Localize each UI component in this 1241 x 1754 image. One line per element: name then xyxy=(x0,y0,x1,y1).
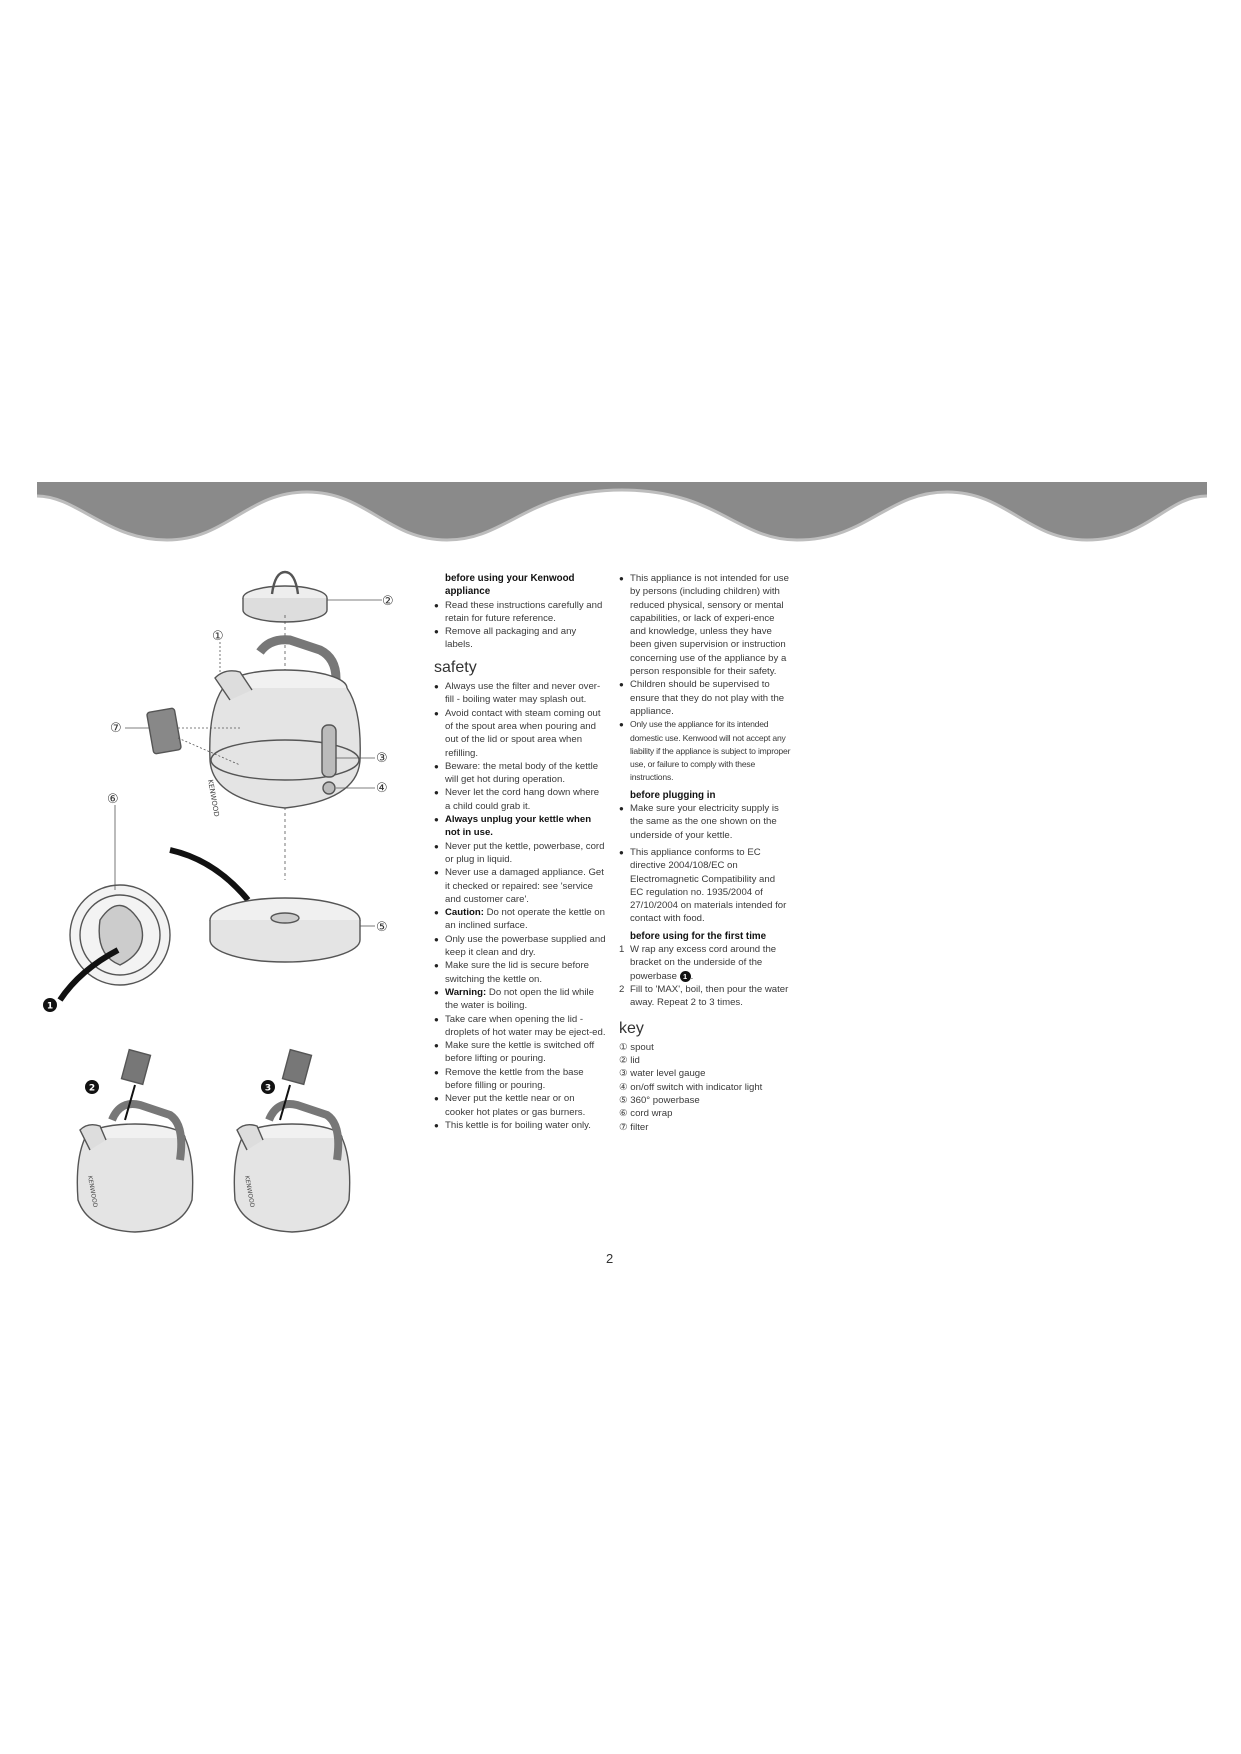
key-list xyxy=(619,1041,791,1134)
kettle-illustration xyxy=(40,560,420,1240)
list-item: ● Never put the kettle, powerbase, cord or plug in liquid. xyxy=(434,840,606,867)
key-item: ⑥ cord wrap xyxy=(619,1108,673,1120)
callout-water-gauge: ③ xyxy=(376,751,388,766)
list-item: ● Warning: Do not open the lid while the water is boiling. xyxy=(434,986,606,1013)
safety-list xyxy=(434,680,606,1132)
list-item: ● Read these instructions carefully and retain for future reference. xyxy=(434,599,606,626)
list-item: ● Remove all packaging and any labels. xyxy=(434,625,606,652)
intro-heading: before using your Kenwood appliance xyxy=(445,573,575,598)
key-heading: key xyxy=(619,1019,644,1037)
step-marker-icon: 1 xyxy=(680,971,691,982)
list-item: ● This appliance is not intended for use by persons (including children) with reduced physical, sensory or mental capabilities, or lack of experi-ence and knowledge, unless they have been given supervision or instruction concerning use of the appliance by a person responsible for their safety. xyxy=(619,572,791,678)
list-item: ● Always unplug your kettle when not in use. xyxy=(434,813,606,840)
page-number: 2 xyxy=(606,1251,614,1266)
brand-mark: KENWOOD xyxy=(243,1175,256,1209)
safety-heading: safety xyxy=(434,658,477,676)
callout-cord-wrap: ⑥ xyxy=(107,792,119,807)
list-item: ● This appliance conforms to EC directive 2004/108/EC on Electromagnetic Compatibility and EC regulation no. 1935/2004 of 27/10/2004 on materials intended for contact with food. xyxy=(619,846,791,926)
step-marker-3: 3 xyxy=(264,1083,272,1094)
key-item: ⑦ filter xyxy=(619,1121,649,1133)
list-item: ● Avoid contact with steam coming out of the spout area when pouring and out of the lid or spout area when refilling. xyxy=(434,707,606,760)
list-item: ● Make sure the kettle is switched off before lifting or pouring. xyxy=(434,1039,606,1066)
list-item: ● Only use the powerbase supplied and keep it clean and dry. xyxy=(434,933,606,960)
key-item: ③ water level gauge xyxy=(619,1068,706,1080)
list-item: ● Remove the kettle from the base before filling or pouring. xyxy=(434,1066,606,1093)
list-item: ● Caution: Do not operate the kettle on an inclined surface. xyxy=(434,906,606,933)
brand-mark: KENWOOD xyxy=(206,778,221,818)
text-column-1 xyxy=(434,572,606,1132)
list-item: ● Make sure the lid is secure before switching the kettle on. xyxy=(434,959,606,986)
list-item: ● Beware: the metal body of the kettle will get hot during operation. xyxy=(434,760,606,787)
step-item: 2 Fill to 'MAX', boil, then pour the water away. Repeat 2 to 3 times. xyxy=(619,983,789,1009)
list-item: ● Never let the cord hang down where a child could grab it. xyxy=(434,786,606,813)
list-item: ● Take care when opening the lid - droplets of hot water may be eject-ed. xyxy=(434,1013,606,1040)
page-title: English xyxy=(581,497,660,519)
list-item: ● Children should be supervised to ensure that they do not play with the appliance. xyxy=(619,678,791,718)
list-item: ● Never put the kettle near or on cooker hot plates or gas burners. xyxy=(434,1092,606,1119)
callout-powerbase: ⑤ xyxy=(376,920,388,935)
step-marker-1: 1 xyxy=(46,1001,54,1012)
plugging-heading: before plugging in xyxy=(630,789,716,801)
callout-switch: ④ xyxy=(376,781,388,796)
list-item: ● Always use the filter and never over-fill - boiling water may splash out. xyxy=(434,680,606,707)
callout-spout: ① xyxy=(212,629,224,644)
step-item: 1 W rap any excess cord around the bracket on the underside of the powerbase 1 . xyxy=(619,944,777,982)
list-item: ● This kettle is for boiling water only. xyxy=(434,1119,606,1132)
key-item: ⑤ 360° powerbase xyxy=(619,1094,700,1106)
list-item: ● Make sure your electricity supply is the same as the one shown on the underside of your kettle. xyxy=(619,802,791,842)
intro-list xyxy=(434,599,606,652)
text-column-2 xyxy=(619,572,791,1134)
callout-filter: ⑦ xyxy=(110,721,122,736)
list-item: ● Only use the appliance for its intended domestic use. Kenwood will not accept any liability if the appliance is subject to improper use, or failure to comply with these instructions. xyxy=(619,718,791,784)
safety-list-continued xyxy=(619,572,791,785)
key-item: ① spout xyxy=(619,1041,654,1053)
brand-mark: KENWOOD xyxy=(86,1175,99,1209)
list-item: ● Never use a damaged appliance. Get it checked or repaired: see 'service and customer care'. xyxy=(434,866,606,906)
step-marker-2: 2 xyxy=(88,1083,96,1094)
first-time-heading: before using for the first time xyxy=(630,930,767,942)
key-item: ④ on/off switch with indicator light xyxy=(619,1081,763,1093)
callout-lid: ② xyxy=(382,594,394,609)
plugging-list xyxy=(619,802,791,926)
first-time-steps xyxy=(619,943,791,1009)
key-item: ② lid xyxy=(619,1055,640,1067)
